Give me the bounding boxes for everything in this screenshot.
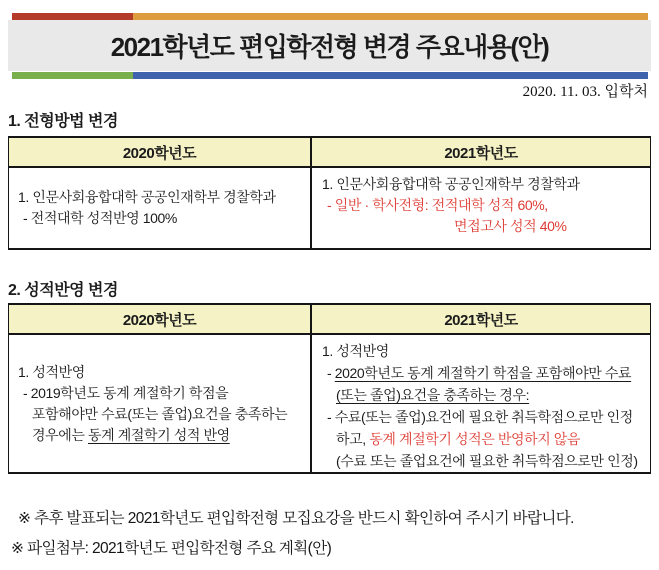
text-run: 경우에는 — [32, 426, 88, 443]
underlined-text-run: 2020학년도 동계 계절학기 학점을 포함해야만 수료 — [334, 365, 632, 381]
text-line: - 2019학년도 동계 계절학기 학점을 — [23, 384, 229, 401]
footer-note: ※ 추후 발표되는 2021학년도 편입학전형 모집요강을 반드시 확인하여 주시기 바랍니다. — [18, 510, 574, 527]
accent-segment-green — [12, 72, 133, 79]
text-run: - — [327, 365, 335, 381]
accent-segment-blue — [133, 72, 648, 79]
section1-cell-2020 — [9, 168, 312, 248]
date-and-department: 2020. 11. 03. 입학처 — [522, 84, 648, 100]
column-header-2020: 2020학년도 — [9, 138, 312, 166]
column-header-2021: 2021학년도 — [444, 311, 518, 329]
section2-cell-2021 — [312, 335, 650, 472]
section2-table-body-row — [9, 335, 650, 472]
text-line: (수료 또는 졸업요건에 필요한 취득학점으로만 인정) — [336, 453, 638, 469]
text-line: 1. 인문사회융합대학 공공인재학부 경찰학과 — [18, 189, 276, 205]
text-line: - 전적대학 성적반영 100% — [23, 210, 177, 226]
section2-cell-2020 — [9, 335, 312, 472]
accent-segment-orange — [133, 13, 648, 20]
section1-cell-2021 — [312, 168, 650, 248]
section1-table-header-row — [9, 138, 650, 168]
column-header-2021: 2021학년도 — [444, 144, 518, 162]
text-line-red: 면접고사 성적 40% — [454, 218, 567, 234]
text-line: 1. 성적반영 — [18, 363, 85, 380]
column-header-2020: 2020학년도 — [9, 305, 312, 333]
text-line: 포함해야만 수료(또는 졸업)요건을 충족하는 — [32, 405, 288, 422]
text-line: 1. 인문사회융합대학 공공인재학부 경찰학과 — [322, 176, 580, 192]
text-line — [322, 384, 646, 406]
section1-heading: 1. 전형방법 변경 — [8, 113, 118, 130]
header-accent-bar-top — [12, 13, 648, 20]
underlined-text-run: (또는 졸업)요건을 충족하는 경우: — [336, 387, 530, 403]
page-title: 2021학년도 편입학전형 변경 주요내용(안) — [110, 32, 549, 62]
text-run: 하고, — [336, 431, 370, 447]
section2-table-header-row — [9, 305, 650, 335]
section2-table — [8, 303, 651, 474]
section1-table-body-row — [9, 168, 650, 248]
title-banner — [8, 20, 651, 71]
accent-segment-red — [12, 13, 133, 20]
header-accent-bar-bottom — [12, 72, 648, 79]
text-line — [322, 428, 646, 450]
red-text-run: 동계 계절학기 성적은 반영하지 않음 — [369, 431, 581, 447]
text-line: - 수료(또는 졸업)요건에 필요한 취득학점으로만 인정 — [327, 409, 633, 425]
underlined-text-run: 동계 계절학기 성적 반영 — [88, 426, 230, 443]
text-line: 1. 성적반영 — [322, 343, 389, 359]
footer-note-attachment: ※ 파일첨부: 2021학년도 편입학전형 주요 계획(안) — [11, 540, 332, 557]
section2-heading: 2. 성적반영 변경 — [8, 282, 118, 299]
text-line — [322, 362, 646, 384]
text-line — [18, 425, 306, 446]
text-line-red: - 일반 · 학사전형: 전적대학 성적 60%, — [327, 197, 548, 213]
section1-table — [8, 136, 651, 250]
